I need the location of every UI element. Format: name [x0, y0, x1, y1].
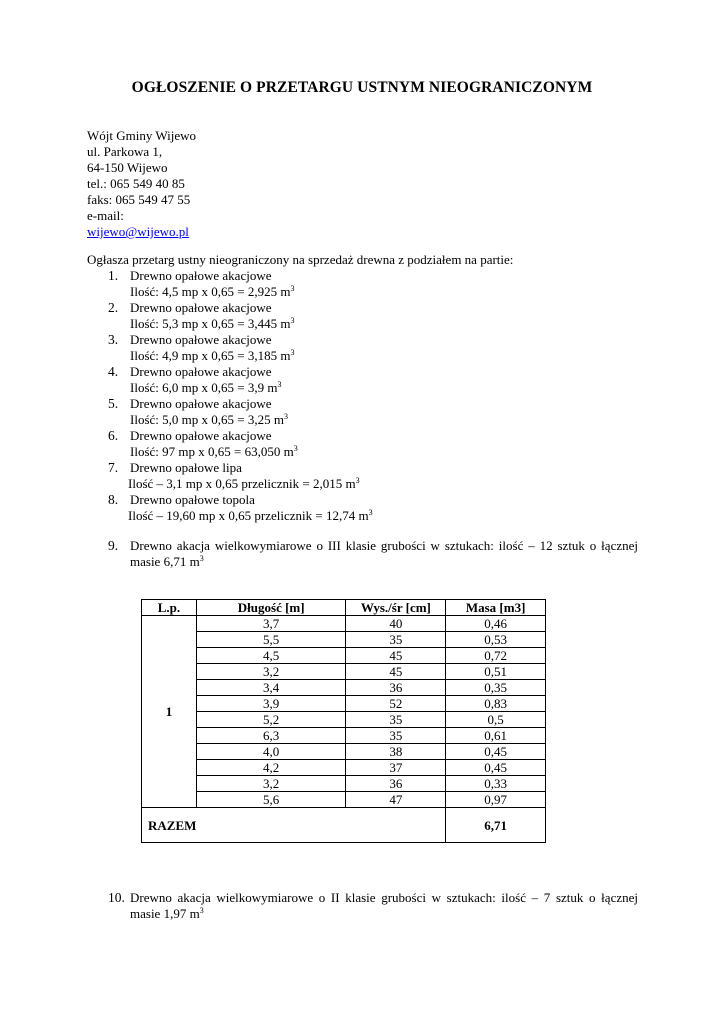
lot-quantity: Ilość – 3,1 mp x 0,65 przelicznik = 2,015 $m^3$	[128, 476, 360, 491]
phone-line: tel.: 065 549 40 85	[87, 176, 185, 191]
lot-number: 9.	[108, 538, 119, 553]
table-row	[142, 632, 546, 648]
timber-table	[141, 599, 546, 843]
header-length: Długość [m]	[196, 600, 346, 616]
address-block	[87, 128, 196, 240]
length-cell: 3,7	[196, 616, 346, 632]
length-cell: 3,2	[196, 664, 346, 680]
lot-name: Drewno opałowe akacjowe	[130, 428, 272, 443]
table-row	[142, 776, 546, 792]
diameter-cell: 35	[346, 728, 446, 744]
mass-cell: 0,72	[446, 648, 546, 664]
length-cell: 3,4	[196, 680, 346, 696]
header-diameter: Wys./śr [cm]	[346, 600, 446, 616]
diameter-cell: 38	[346, 744, 446, 760]
lot-name: Drewno opałowe lipa	[130, 460, 242, 475]
lot-number: 8.	[108, 492, 119, 507]
table-row	[142, 760, 546, 776]
lot-item	[108, 268, 648, 300]
lot-description-cont: masie 6,71 $m^3$	[130, 554, 204, 569]
lot-number: 6.	[108, 428, 119, 443]
table-row	[142, 712, 546, 728]
diameter-cell: 36	[346, 680, 446, 696]
diameter-cell: 37	[346, 760, 446, 776]
diameter-cell: 36	[346, 776, 446, 792]
length-cell: 6,3	[196, 728, 346, 744]
mass-cell: 0,97	[446, 792, 546, 808]
lot-description-cont: masie 1,97 $m^3$	[130, 906, 204, 921]
mass-cell: 0,33	[446, 776, 546, 792]
header-mass: Masa [m3]	[446, 600, 546, 616]
lot-description: Drewno akacja wielkowymiarowe o II klasie grubości w sztukach: ilość – 7 sztuk o łącznej	[130, 890, 638, 905]
mass-cell: 0,45	[446, 744, 546, 760]
lot-number: 3.	[108, 332, 119, 347]
lot-name: Drewno opałowe akacjowe	[130, 396, 272, 411]
lot-name: Drewno opałowe akacjowe	[130, 268, 272, 283]
table-row	[142, 680, 546, 696]
document-title: OGŁOSZENIE O PRZETARGU USTNYM NIEOGRANICZONYM	[131, 79, 593, 96]
mass-cell: 0,46	[446, 616, 546, 632]
lot-number: 2.	[108, 300, 119, 315]
address-line: 64-150 Wijewo	[87, 160, 168, 175]
table-row	[142, 664, 546, 680]
diameter-cell: 40	[346, 616, 446, 632]
lot-quantity: Ilość – 19,60 mp x 0,65 przelicznik = 12,74 $m^3$	[128, 508, 373, 523]
lot-name: Drewno opałowe akacjowe	[130, 364, 272, 379]
email-link[interactable]: wijewo@wijewo.pl	[87, 224, 189, 239]
lot-item	[108, 300, 648, 332]
lot-number: 10.	[108, 890, 125, 905]
mass-cell: 0,51	[446, 664, 546, 680]
lot-quantity: Ilość: 4,9 mp x 0,65 = 3,185 $m^3$	[130, 348, 295, 363]
lot-description: Drewno akacja wielkowymiarowe o III klasie grubości w sztukach: ilość – 12 sztuk o łącznej	[130, 538, 638, 553]
header-lp: L.p.	[142, 600, 197, 616]
lot-item	[108, 428, 648, 460]
length-cell: 5,6	[196, 792, 346, 808]
lot-quantity: Ilość: 4,5 mp x 0,65 = 2,925 $m^3$	[130, 284, 295, 299]
intro-text: Ogłasza przetarg ustny nieograniczony na sprzedaż drewna z podziałem na partie:	[87, 252, 514, 267]
table-row	[142, 728, 546, 744]
diameter-cell: 35	[346, 632, 446, 648]
table-row	[142, 616, 546, 632]
table-row	[142, 696, 546, 712]
address-line: Wójt Gminy Wijewo	[87, 128, 197, 143]
table-row	[142, 648, 546, 664]
length-cell: 3,9	[196, 696, 346, 712]
length-cell: 4,2	[196, 760, 346, 776]
diameter-cell: 35	[346, 712, 446, 728]
lot-item	[108, 492, 648, 524]
mass-cell: 0,45	[446, 760, 546, 776]
lot-item	[108, 364, 648, 396]
length-cell: 4,5	[196, 648, 346, 664]
diameter-cell: 45	[346, 664, 446, 680]
mass-cell: 0,5	[446, 712, 546, 728]
diameter-cell: 45	[346, 648, 446, 664]
diameter-cell: 52	[346, 696, 446, 712]
lot-name: Drewno opałowe akacjowe	[130, 300, 272, 315]
lot-quantity: Ilość: 97 mp x 0,65 = 63,050 $m^3$	[130, 444, 298, 459]
lot-number: 5.	[108, 396, 119, 411]
lot-item	[108, 396, 648, 428]
lot-quantity: Ilość: 5,0 mp x 0,65 = 3,25 $m^3$	[130, 412, 288, 427]
lot-number: 7.	[108, 460, 119, 475]
total-label: RAZEM	[142, 808, 446, 843]
mass-cell: 0,61	[446, 728, 546, 744]
length-cell: 5,5	[196, 632, 346, 648]
lot-item	[108, 332, 648, 364]
length-cell: 5,2	[196, 712, 346, 728]
mass-cell: 0,83	[446, 696, 546, 712]
table-row	[142, 792, 546, 808]
lot-number: 1.	[108, 268, 119, 283]
total-value: 6,71	[446, 808, 546, 843]
length-cell: 3,2	[196, 776, 346, 792]
lot-quantity: Ilość: 5,3 mp x 0,65 = 3,445 $m^3$	[130, 316, 295, 331]
lot-list	[108, 268, 648, 524]
email-label: e-mail:	[87, 208, 124, 223]
lot-quantity: Ilość: 6,0 mp x 0,65 = 3,9 $m^3$	[130, 380, 282, 395]
lot-name: Drewno opałowe akacjowe	[130, 332, 272, 347]
mass-cell: 0,35	[446, 680, 546, 696]
mass-cell: 0,53	[446, 632, 546, 648]
length-cell: 4,0	[196, 744, 346, 760]
table-header-row	[142, 600, 546, 616]
address-line: ul. Parkowa 1,	[87, 144, 163, 159]
lot-item	[108, 460, 648, 492]
lot-name: Drewno opałowe topola	[130, 492, 255, 507]
diameter-cell: 47	[346, 792, 446, 808]
fax-line: faks: 065 549 47 55	[87, 192, 191, 207]
table-total-row	[142, 808, 546, 843]
lp-cell: 1	[142, 616, 197, 808]
table-row	[142, 744, 546, 760]
lot-number: 4.	[108, 364, 119, 379]
